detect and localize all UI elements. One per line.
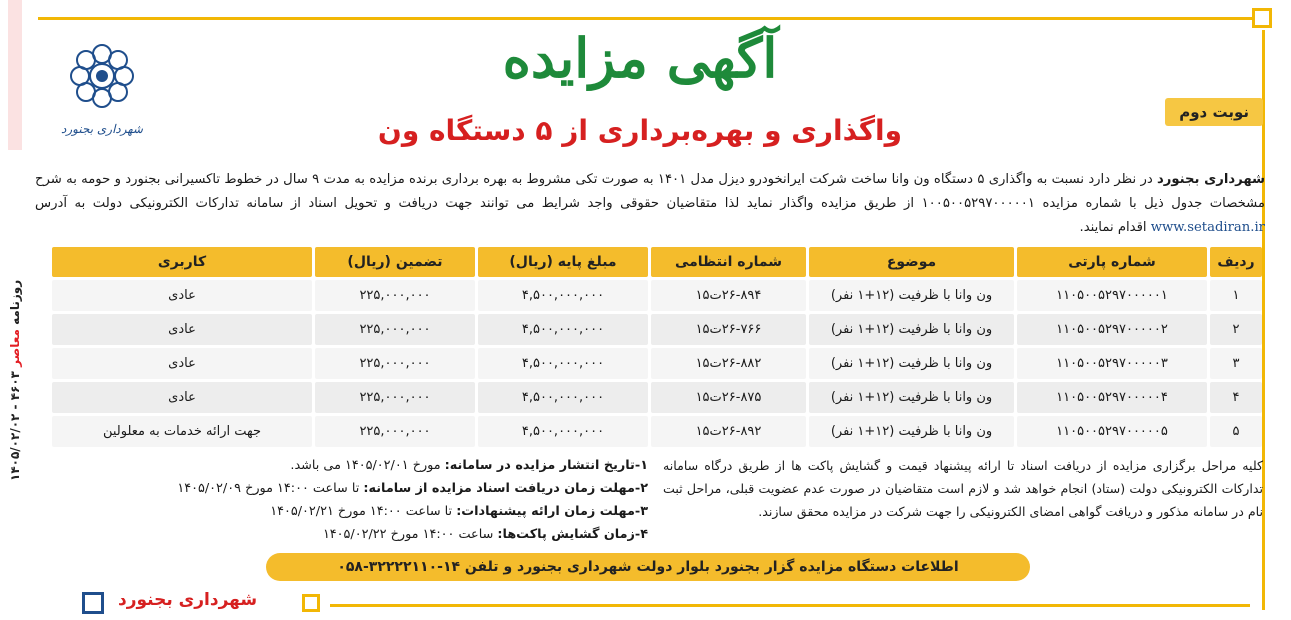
strip-prefix: روزنامه	[8, 279, 22, 329]
cell-row-number: ۴	[1210, 382, 1262, 413]
cell-party-number: ۱۱۰۵۰۰۵۲۹۷۰۰۰۰۰۱	[1017, 280, 1207, 311]
cell-party-number: ۱۱۰۵۰۰۵۲۹۷۰۰۰۰۰۵	[1017, 416, 1207, 447]
page-subtitle: واگذاری و بهره‌برداری از ۵ دستگاه ون	[377, 114, 903, 147]
cell-base-price: ۴,۵۰۰,۰۰۰,۰۰۰	[478, 348, 648, 379]
cell-guarantee: ۲۲۵,۰۰۰,۰۰۰	[315, 314, 475, 345]
col-header: تضمین (ریال)	[315, 247, 475, 277]
table-row	[52, 280, 1262, 311]
footer-municipality-name: شهرداری بجنورد	[118, 590, 258, 610]
schedule-value: تا ساعت ۱۴:۰۰ مورخ ۱۴۰۵/۰۲/۲۱	[270, 504, 457, 519]
cell-base-price: ۴,۵۰۰,۰۰۰,۰۰۰	[478, 314, 648, 345]
col-header: شماره پارتی	[1017, 247, 1207, 277]
cell-subject: ون وانا با ظرفیت (۱۲+۱ نفر)	[809, 280, 1014, 311]
logo-caption: شهرداری بجنورد	[61, 122, 143, 136]
cell-subject: ون وانا با ظرفیت (۱۲+۱ نفر)	[809, 314, 1014, 345]
table-row	[52, 348, 1262, 379]
cell-usage: جهت ارائه خدمات به معلولین	[52, 416, 312, 447]
cell-plate-number: ۲۶-۸۸۲ت۱۵	[651, 348, 806, 379]
frame-bottom-line	[330, 604, 1250, 607]
cell-usage: عادی	[52, 382, 312, 413]
table-row	[52, 416, 1262, 447]
corner-square-top-right	[1252, 8, 1272, 28]
schedule-label: ۴-زمان گشایش پاکت‌ها:	[497, 527, 648, 542]
cell-usage: عادی	[52, 280, 312, 311]
schedule-item	[58, 454, 648, 477]
schedule-value: تا ساعت ۱۴:۰۰ مورخ ۱۴۰۵/۰۲/۰۹	[177, 481, 364, 496]
municipality-logo	[50, 36, 154, 154]
cell-usage: عادی	[52, 314, 312, 345]
cell-subject: ون وانا با ظرفیت (۱۲+۱ نفر)	[809, 416, 1014, 447]
setad-link[interactable]: www.setadiran.ir	[1150, 220, 1265, 235]
cell-party-number: ۱۱۰۵۰۰۵۲۹۷۰۰۰۰۰۲	[1017, 314, 1207, 345]
cell-base-price: ۴,۵۰۰,۰۰۰,۰۰۰	[478, 416, 648, 447]
cell-guarantee: ۲۲۵,۰۰۰,۰۰۰	[315, 416, 475, 447]
table-row	[52, 382, 1262, 413]
cell-plate-number: ۲۶-۸۹۴ت۱۵	[651, 280, 806, 311]
page-title: آگهی مزایده	[502, 26, 778, 90]
contact-info-bar: اطلاعات دستگاه مزایده گزار بجنورد بلوار دولت شهرداری بجنورد و تلفن ۱۴-۳۲۲۲۲۱۱۰-۰۵۸	[266, 553, 1030, 581]
cell-base-price: ۴,۵۰۰,۰۰۰,۰۰۰	[478, 382, 648, 413]
intro-paragraph	[35, 168, 1265, 240]
cell-row-number: ۲	[1210, 314, 1262, 345]
intro-text-end: اقدام نمایند.	[1079, 220, 1151, 235]
cell-plate-number: ۲۶-۸۷۵ت۱۵	[651, 382, 806, 413]
cell-party-number: ۱۱۰۵۰۰۵۲۹۷۰۰۰۰۰۴	[1017, 382, 1207, 413]
procedure-note: کلیه مراحل برگزاری مزایده از دریافت اسناد تا ارائه پیشنهاد قیمت و گشایش پاکت ها از طریق درگاه سامانه تدارکات الکترونیکی دولت (ستاد) انجام خواهد شد و لازم است متقاضیان در صورت عدم عضویت قبلی، مراحل ثبت نام در سامانه مذکور و دریافت گواهی امضای الکترونیکی را جهت شرکت در مزایده محقق سازند.	[663, 458, 1263, 519]
issue-badge: نوبت دوم	[1165, 98, 1263, 126]
cell-row-number: ۱	[1210, 280, 1262, 311]
cell-party-number: ۱۱۰۵۰۰۵۲۹۷۰۰۰۰۰۳	[1017, 348, 1207, 379]
auction-table	[49, 244, 1265, 450]
cell-subject: ون وانا با ظرفیت (۱۲+۱ نفر)	[809, 348, 1014, 379]
decor-strip	[8, 0, 22, 150]
table-row	[52, 314, 1262, 345]
col-header: کاربری	[52, 247, 312, 277]
intro-text: در نظر دارد نسبت به واگذاری ۵ دستگاه ون وانا ساخت شرکت ایرانخودرو دیزل مدل ۱۴۰۱ به صورت تکی مشروط به بهره برداری برنده مزایده به مدت ۹ سال در خطوط تاکسیرانی بجنورد و حومه به شرح مشخصات جدول ذیل با شماره مزایده ۱۰۰۵۰۰۵۲۹۷۰۰۰۰۰۱ از طریق مزایده واگذار نماید لذا متقاضیان حقوقی واجد شرایط می توانند جهت دریافت و تحویل اسناد از سامانه تدارکات الکترونیکی دولت به آدرس	[35, 172, 1265, 211]
cell-guarantee: ۲۲۵,۰۰۰,۰۰۰	[315, 382, 475, 413]
schedule-value: مورخ ۱۴۰۵/۰۲/۰۱ می باشد.	[290, 458, 445, 473]
schedule-item	[58, 523, 648, 546]
schedule-item	[58, 477, 648, 500]
cell-usage: عادی	[52, 348, 312, 379]
schedule-label: ۱-تاریخ انتشار مزایده در سامانه:	[444, 458, 648, 473]
col-header: ردیف	[1210, 247, 1262, 277]
cell-base-price: ۴,۵۰۰,۰۰۰,۰۰۰	[478, 280, 648, 311]
schedule-value: ساعت ۱۴:۰۰ مورخ ۱۴۰۵/۰۲/۲۲	[322, 527, 498, 542]
table-header-row	[52, 247, 1262, 277]
footer-square-yellow-icon	[302, 594, 320, 612]
frame-top-line	[38, 17, 1258, 20]
cell-row-number: ۵	[1210, 416, 1262, 447]
cell-subject: ون وانا با ظرفیت (۱۲+۱ نفر)	[809, 382, 1014, 413]
schedule-list	[58, 454, 648, 546]
logo-emblem-icon	[62, 36, 142, 116]
cell-guarantee: ۲۲۵,۰۰۰,۰۰۰	[315, 280, 475, 311]
col-header: مبلغ پایه (ریال)	[478, 247, 648, 277]
strip-accent: معاصر	[8, 328, 22, 367]
schedule-label: ۲-مهلت زمان دریافت اسناد مزایده از سامانه:	[363, 481, 648, 496]
intro-bold: شهرداری بجنورد	[1157, 172, 1266, 187]
col-header: شماره انتظامی	[651, 247, 806, 277]
strip-suffix: ۴۶۰۳ - ۱۴۰۵/۰۲/۰۲	[8, 366, 22, 481]
schedule-item	[58, 500, 648, 523]
footer-square-icon	[82, 592, 104, 614]
newspaper-strip	[8, 250, 32, 510]
cell-plate-number: ۲۶-۸۹۲ت۱۵	[651, 416, 806, 447]
cell-guarantee: ۲۲۵,۰۰۰,۰۰۰	[315, 348, 475, 379]
col-header: موضوع	[809, 247, 1014, 277]
cell-plate-number: ۲۶-۷۶۶ت۱۵	[651, 314, 806, 345]
cell-row-number: ۳	[1210, 348, 1262, 379]
schedule-label: ۳-مهلت زمان ارائه پیشنهادات:	[456, 504, 648, 519]
